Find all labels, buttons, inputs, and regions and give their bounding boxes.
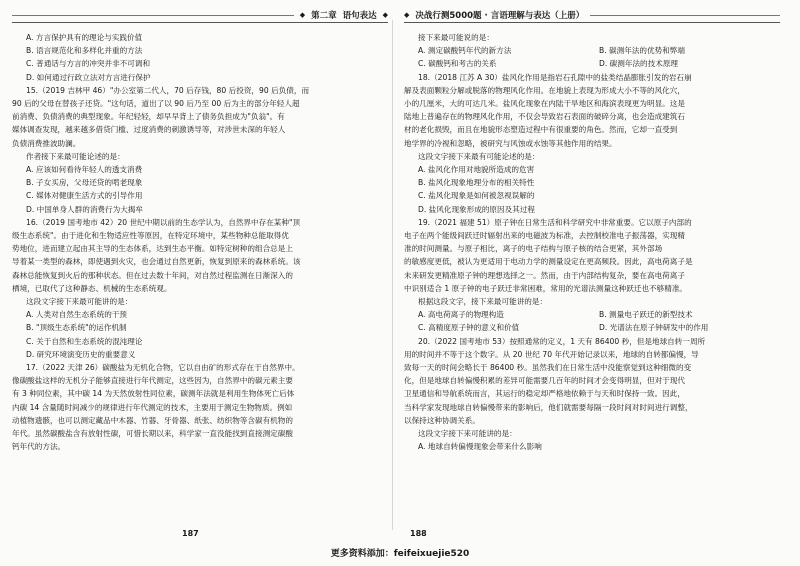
text-line: 这段文字接下来可能讲的是：	[418, 429, 517, 439]
text-line: 用的时间并不等于这个数字。从 20 世纪 70 年代开始记录以来，地球的自转都偏慢，导	[404, 349, 699, 359]
text-line: 地学界的冷视和忽略，被研究与风蚀或水蚀等其他作用的结果。	[404, 138, 617, 148]
text-line: 中识别适合 1 原子钟的电子跃迁非常困难，常用的光谱法测量这种跃迁也不够精准。	[404, 283, 688, 293]
text-line: 陆地上普遍存在的物理风化作用，不仅会导致岩石表面的破碎分离，也会造成建筑石	[404, 112, 685, 122]
text-line: 19.（2021 福建 51）原子钟在日常生活和科学研究中非常重要。它以原子内部的	[418, 217, 692, 227]
header-rule	[590, 15, 780, 16]
right-page	[404, 8, 780, 538]
option-text: A. 人类对自然生态系统的干预	[26, 310, 128, 320]
option-text: C. 关于自然和生态系统的混沌理论	[26, 336, 143, 346]
text-line: 20.（2022 国考地市 53）按照通常的定义，1 天有 86400 秒，但是地球自转一周所	[418, 336, 706, 346]
text-line: 18.（2018 江苏 A 30）盐风化作用是指岩石孔隙中的盐类结晶膨胀引发的岩石崩	[418, 72, 692, 82]
text-line: 这段文字接下来最可能讲的是：	[26, 297, 133, 307]
option-text: D. 光谱法在原子钟研发中的作用	[599, 323, 709, 333]
text-line: 解及表面颗粒分解或脱落的物理风化作用。在地貌上表现为形成大小不等的风化穴，	[404, 85, 685, 95]
chapter-label: 第二章	[311, 11, 337, 21]
text-line: 前消费、负债消费的典型现象。年纪轻轻，却早早背上了债务负担成为"负翁"。有	[12, 112, 285, 122]
option-text: C. 碳酸钙和考古的关系	[418, 59, 497, 69]
text-line: 导着某一类型的森林，即使遇到火灾，也会通过自然更新，恢复到原来的森林系统。该	[12, 257, 301, 267]
text-line: 小的几厘米，大的可达几米。盐风化现象在内陆干旱地区和海滨表现更为明显。这是	[404, 99, 685, 109]
diamond-icon: ◆	[382, 11, 388, 19]
text-line: 级生态系统"。由于进化和生物适应性等原因，在特定环境中，某些物种总能取得优	[12, 231, 289, 241]
option-row	[404, 308, 780, 321]
header-rule	[12, 15, 294, 16]
text-line: 的敏感度更低，被认为更适用于电动力学的测量设定在更高频段。因此，高电荷离子是	[404, 257, 693, 267]
option-text: D. 碳测年法的技术原理	[599, 59, 679, 69]
text-line: 准的时间测量。与原子相比，离子的电子结构与原子核的结合更紧，其外部场	[404, 244, 663, 254]
left-page-body	[12, 23, 388, 454]
text-line: 钙年代的方法。	[12, 442, 66, 452]
text-line: 有 3 种同位素，其中碳 14 为天然放射性同位素，碳测年法就是利用生物体死亡后体	[12, 389, 295, 399]
text-line: 这段文字接下来最有可能论述的是：	[418, 151, 540, 161]
text-line: 当科学家发现地球自转偏慢带来的影响后，他们就需要每隔一段时间对时间进行调整，	[404, 402, 693, 412]
text-line: 90 后的父母在替孩子还贷。"这句话，道出了以 90 后乃至 00 后为主的部分年轻人超	[12, 99, 300, 109]
text-line: 内碳 14 含量随时间减少的规律进行年代测定的技术，主要用于测定生物物质。例如	[12, 402, 293, 412]
option-text: B. 盐风化现象地理分布的相关特性	[418, 178, 535, 188]
footer-watermark: 更多资料添加：feifeixuejie520	[330, 549, 470, 559]
text-line: 森林总能恢复到火后的那种状态。但在过去数十年间，对自然过程监测在日渐深入的	[12, 270, 293, 280]
text-line: 化，但是地球自转偏慢积累的差异可能需要几百年的时间才会变得明显，但对于现代	[404, 376, 685, 386]
text-line: 势地位，进而建立起由其主导的生态体系，达到生态平衡。如特定树种的组合总是上	[12, 244, 293, 254]
option-row	[404, 321, 780, 334]
option-text: B. 碳测年法的优势和弊端	[599, 46, 685, 56]
option-text: C. 媒体对健康生活方式的引导作用	[26, 191, 143, 201]
option-text: A. 盐风化作用对地貌所造成的危害	[418, 165, 535, 175]
option-text: D. 如何通过行政立法对方言进行保护	[26, 72, 151, 82]
option-text: A. 地球自转偏慢现象会带来什么影响	[418, 442, 542, 452]
text-line: 栖境，已取代了这种静态、机械的生态系统观。	[12, 283, 172, 293]
option-text: B. 语言规范化和多样化并重的方法	[26, 46, 143, 56]
option-text: B. "顶级生态系统"的运作机制	[26, 323, 127, 333]
option-text: A. 高电荷离子的物理构造	[418, 310, 504, 320]
option-text: D. 中国单身人群的消费行为大揭牟	[26, 204, 143, 214]
option-text: B. 测量电子跃迁的新型技术	[599, 310, 693, 320]
text-line: 15.（2019 吉林甲 46）"办公室第二代人，70 后存钱，80 后投资，90 后负债，而	[26, 85, 310, 95]
left-page	[12, 8, 388, 538]
option-text: C. 高精度原子钟的意义和价值	[418, 323, 520, 333]
text-line: 年代。虽然碳酸盐含有放射性碳，可惜长期以来，科学家一直没能找到直接测定碳酸	[12, 429, 293, 439]
text-line: 16.（2019 国考地市 42）20 世纪中期以前的生态学认为，自然界中存在某种"顶	[26, 217, 301, 227]
page-number: 188	[410, 529, 427, 538]
page-number: 187	[182, 529, 199, 538]
text-line: 动植物遗骸，也可以测定藏品中木器、竹器、牙骨器、纸张、纺织物等含碳有机物的	[12, 415, 293, 425]
book-title: 决战行测5000题 · 言语理解与表达（上册）	[415, 11, 585, 21]
option-row	[404, 44, 780, 57]
diamond-icon: ◆	[299, 11, 306, 19]
text-line: 根据这段文字，接下来最可能讲的是：	[418, 297, 548, 307]
option-text: D. 盐风化现象形成的原因及其过程	[418, 204, 535, 214]
text-line: 以保持这种协调关系。	[404, 415, 480, 425]
right-page-body	[404, 23, 780, 454]
chapter-title: 语句表达	[342, 11, 377, 21]
option-text: A. 应该如何看待年轻人的透支消费	[26, 165, 143, 175]
option-text: A. 测定碳酸钙年代的新方法	[418, 46, 512, 56]
option-row	[404, 57, 780, 70]
text-line: 像碳酸盐这样的无机分子能够直接进行年代测定，这些因为，自然界中的碳元素主要	[12, 376, 293, 386]
right-page-header	[404, 8, 780, 23]
option-text: A. 方言保护具有的理论与实践价值	[26, 33, 143, 42]
text-line: 媒体调查发现，越来越多借贷门槛、过度消费的刺激诱导等，对涉世未深的年轻人	[12, 125, 286, 135]
book-gutter	[392, 20, 393, 530]
left-page-header	[12, 8, 388, 23]
text-line: 材的老化损毁，而且在地貌形态塑造过程中有很重要的角色。然而，它却一直受到	[404, 125, 678, 135]
text-line: 电子在两个能级间跃迁时辐射出来的电磁波为标准，去控制校准电子振荡器，实现精	[404, 231, 685, 241]
text-line: 负债消费推波助澜。	[12, 138, 81, 148]
option-text: C. 盐风化现象是如何被忽视误解的	[418, 191, 535, 201]
text-line: 接下来最可能说的是：	[418, 33, 494, 42]
option-text: D. 研究环境演变历史的重要意义	[26, 349, 136, 359]
text-line: 卫星通信和导航系统而言，其运行的稳定却严格地依赖于与天和时保持一致。因此，	[404, 389, 685, 399]
text-line: 致每一天的时间会略长于 86400 秒。虽然我们在日常生活中没能察觉到这种细微的变	[404, 363, 692, 373]
option-text: C. 普通话与方言的冲突并非不可调和	[26, 59, 151, 69]
diamond-icon: ◆	[404, 11, 410, 19]
text-line: 未来研发更精准原子钟的理想选择之一。然而，由于内部结构复杂，要在高电荷离子	[404, 270, 685, 280]
text-line: 17.（2022 天津 26）碳酸盐为无机化合物，它以自由矿的形式存在于自然界中。	[26, 363, 300, 373]
option-text: B. 子女买房，父母还贷的啃老现象	[26, 178, 143, 188]
text-line: 作者接下来最可能论述的是：	[26, 151, 125, 161]
